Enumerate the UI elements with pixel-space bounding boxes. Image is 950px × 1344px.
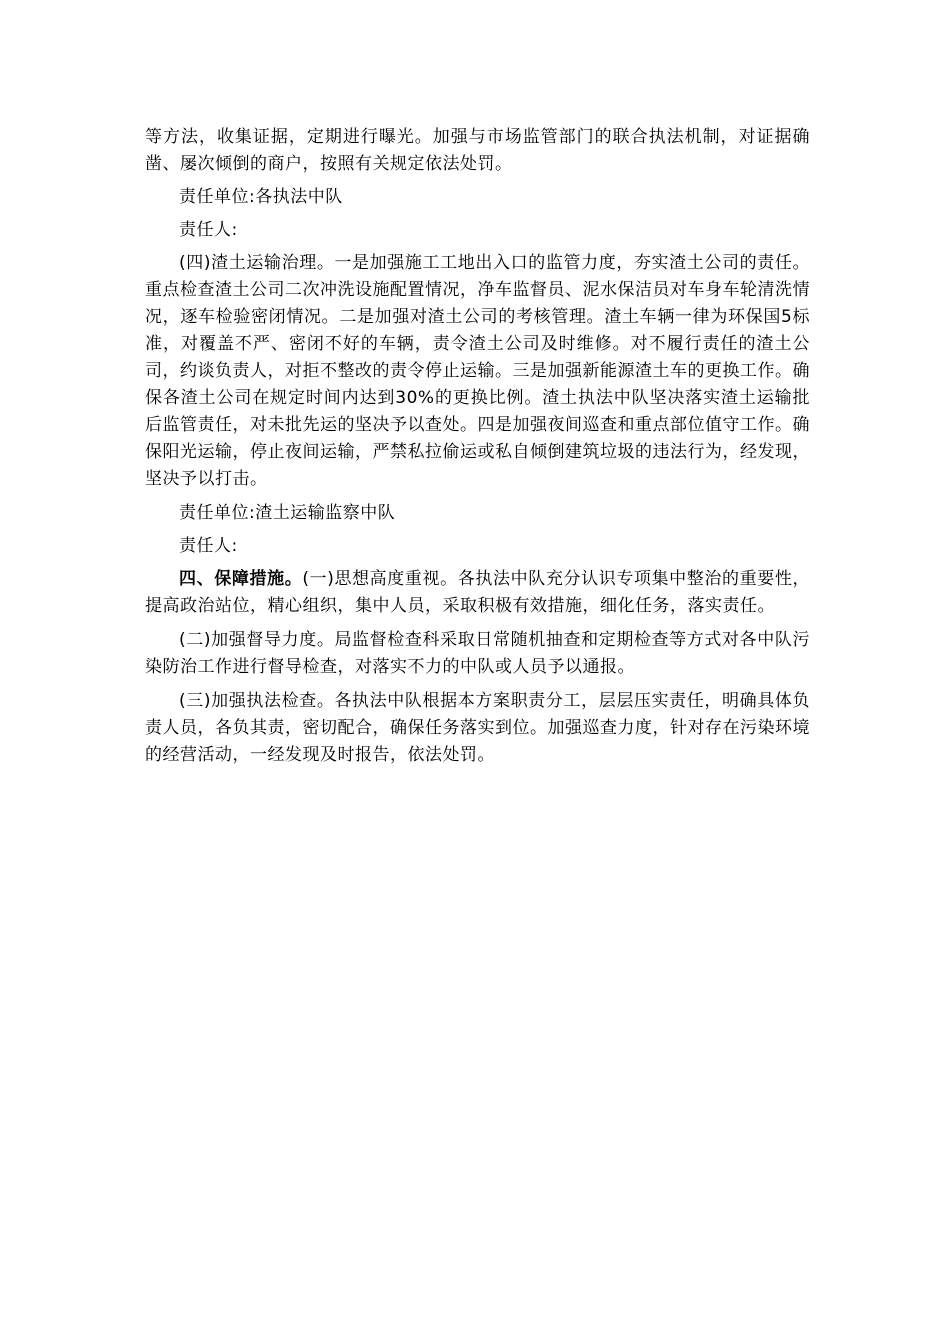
section-heading: 四、保障措施。 [179,569,303,589]
paragraph-text: (一)思想高度重视。各执法中队充分认识专项集中整治的重要性，提高政治站位，精心组织，集中人员，采取积极有效措施，细化任务，落实责任。 [145,569,811,616]
responsible-person-line: 责任人: [179,536,238,556]
paragraph-enforcement: (三)加强执法检查。各执法中队根据本方案职责分工，层层压实责任，明确具体负责人员，各负其责，密切配合，确保任务落实到位。加强巡查力度，针对存在污染环境的经营活动，一经发现及时报告，依法处罚。 [145,691,810,765]
document-body [145,124,810,769]
responsible-person-line: 责任人: [179,220,238,240]
paragraph-continuation: 等方法，收集证据，定期进行曝光。加强与市场监管部门的联合执法机制，对证据确凿、屡次倾倒的商户，按照有关规定依法处罚。 [145,127,810,174]
paragraph-supervision: (二)加强督导力度。局监督检查科采取日常随机抽查和定期检查等方式对各中队污染防治工作进行督导检查，对落实不力的中队或人员予以通报。 [145,630,810,677]
responsible-unit-line: 责任单位:渣土运输监察中队 [179,503,396,523]
responsible-unit-line: 责任单位:各执法中队 [179,187,343,207]
paragraph-muck-transport: (四)渣土运输治理。一是加强施工工地出入口的监管力度，夯实渣土公司的责任。重点检查渣土公司二次冲洗设施配置情况，净车监督员、泥水保洁员对车身车轮清洗情况，逐车检验密闭情况。二是加强对渣土公司的考核管理。渣土车辆一律为环保国5标准，对覆盖不严、密闭不好的车辆，责令渣土公司及时维修。对不履行责任的渣土公司，约谈负责人，对拒不整改的责令停止运输。三是加强新能源渣土车的更换工作。确保各渣土公司在规定时间内达到30%的更换比例。渣土执法中队坚决落实渣土运输批后监管责任，对未批先运的坚决予以查处。四是加强夜间巡查和重点部位值守工作。确保阳光运输，停止夜间运输，严禁私拉偷运或私自倾倒建筑垃圾的违法行为，经发现，坚决予以打击。 [145,253,810,489]
paragraph-safeguard-measures [145,566,810,620]
